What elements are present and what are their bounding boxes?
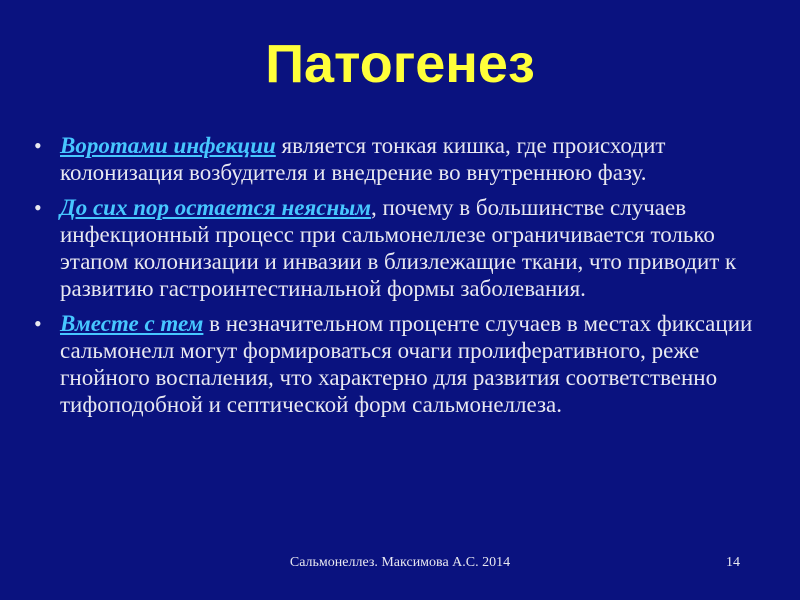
bullet-lead-text: Воротами инфекции <box>60 133 276 158</box>
bullet-item-however <box>34 310 774 418</box>
bullet-dot-icon: • <box>34 133 42 158</box>
bullet-item-entry-gate <box>34 132 774 186</box>
slide-page-number: 14 <box>726 555 740 570</box>
bullet-list <box>34 132 774 426</box>
slide-footer: Сальмонеллез. Максимова А.С. 2014 <box>289 555 511 570</box>
bullet-item-unclear <box>34 194 774 302</box>
bullet-body-text: является тонкая кишка, где происходит колонизация возбудителя и внедрение во внутреннюю фазу. <box>60 133 666 185</box>
bullet-dot-icon: • <box>34 311 42 336</box>
bullet-lead-text: Вместе с тем <box>60 311 204 336</box>
bullet-lead-text: До сих пор остается неясным <box>60 195 371 220</box>
bullet-body-text: , почему в большинстве случаев инфекционный процесс при сальмонеллезе ограничивается только этапом колонизации и инвазии в близлежащие ткани, что приводит к развитию гастроинтестинальной формы заболевания. <box>60 195 737 301</box>
bullet-body-text: в незначительном проценте случаев в местах фиксации сальмонелл могут формироваться очаги пролиферативного, реже гнойного воспаления, что характерно для развития соответственно тифоподобной и септической форм сальмонеллеза. <box>60 311 753 417</box>
slide-title: Патогенез <box>265 34 535 94</box>
bullet-dot-icon: • <box>34 195 42 220</box>
